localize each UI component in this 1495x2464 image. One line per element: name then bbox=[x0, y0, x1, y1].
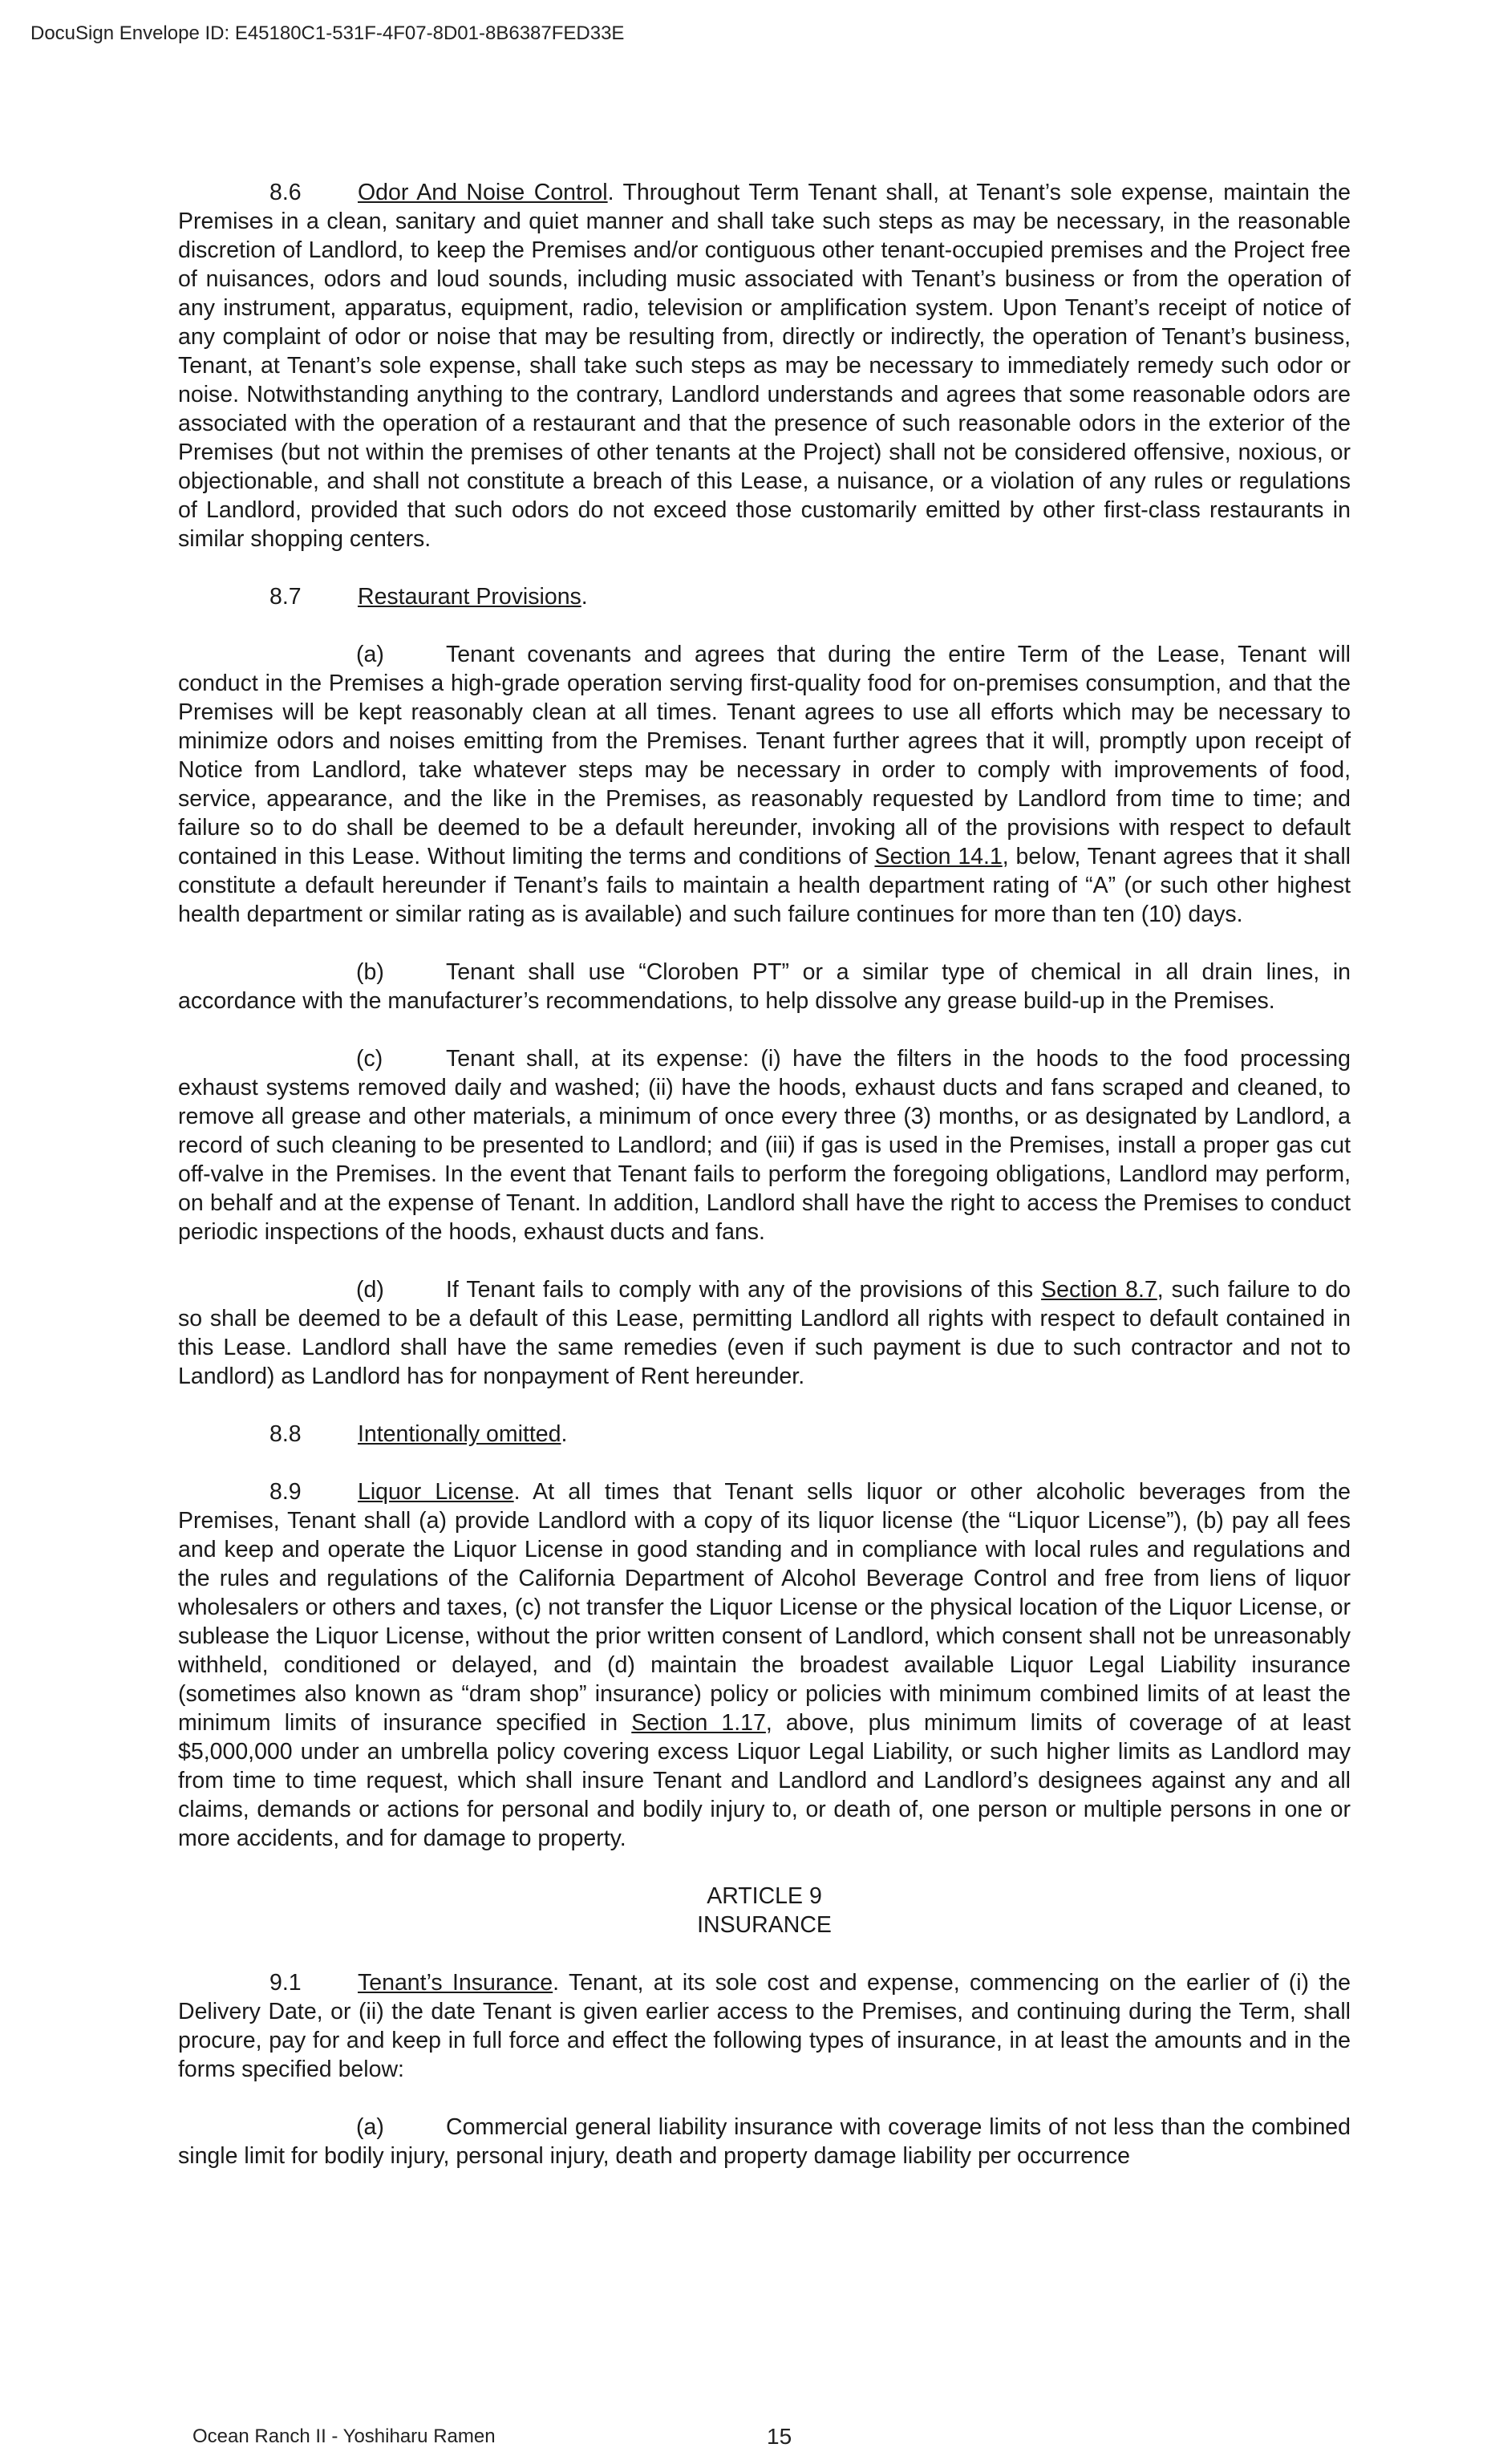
section-reference: Section 1.17 bbox=[631, 1710, 766, 1736]
section-number: 9.1 bbox=[269, 1970, 302, 1996]
document-body bbox=[178, 178, 1351, 2170]
section-reference: Section 8.7 bbox=[1041, 1277, 1157, 1303]
section-title: Tenant’s Insurance bbox=[358, 1970, 553, 1996]
section-title: Liquor License bbox=[358, 1479, 514, 1505]
section-title: Intentionally omitted bbox=[358, 1421, 561, 1447]
section-8-7-a: (a) Tenant covenants and agrees that during the entire Term of the Lease, Tenant will conduct in the Premises a high-grade operation serving first-quality food for on-premises consumption, and that the Premises will be kept reasonably clean at all times. Tenant agrees to use all efforts which may be necessary to minimize odors and noises emitting from the Premises. Tenant further agrees that it will, promptly upon receipt of Notice from Landlord, take whatever steps may be necessary in order to comply with improvements of food, service, appearance, and the like in the Premises, as reasonably requested by Landlord from time to time; and failure so to do shall be deemed to be a default hereunder, invoking all of the provisions with respect to default contained in this Lease. Without limiting the terms and conditions of Section 14.1, below, Tenant agrees that it shall constitute a default hereunder if Tenant’s fails to maintain a health department rating of “A” (or such other highest health department or similar rating as is available) and such failure continues for more than ten (10) days. bbox=[178, 642, 1351, 927]
docusign-envelope-id: DocuSign Envelope ID: E45180C1-531F-4F07-8D01-8B6387FED33E bbox=[30, 22, 625, 44]
subsection-label: (b) bbox=[356, 959, 384, 985]
footer-document-name: Ocean Ranch II - Yoshiharu Ramen bbox=[192, 2426, 496, 2447]
section-8-9: 8.9 Liquor License. At all times that Tenant sells liquor or other alcoholic beverages from the Premises, Tenant shall (a) provide Landlord with a copy of its liquor license (the “Liquor License”), (b) pay all fees and keep and operate the Liquor License in good standing and in compliance with local rules and regulations and the rules and regulations of the California Department of Alcohol Beverage Control and free from liens of liquor wholesalers or others and taxes, (c) not transfer the Liquor License or the physical location of the Liquor License, or sublease the Liquor License, without the prior written consent of Landlord, which consent shall not be unreasonably withheld, conditioned or delayed, and (d) maintain the broadest available Liquor Legal Liability insurance (sometimes also known as “dram shop” insurance) policy or policies with minimum combined limits of at least the minimum limits of insurance specified in Section 1.17, above, plus minimum limits of coverage of at least $5,000,000 under an umbrella policy covering excess Liquor Legal Liability, or such higher limits as Landlord may from time to time request, which shall insure Tenant and Landlord and Landlord’s designees against any and all claims, demands or actions for personal and bodily injury to, or death of, one person or multiple persons in one or more accidents, and for damage to property. bbox=[178, 1479, 1351, 1851]
section-9-1: 9.1 Tenant’s Insurance. Tenant, at its sole cost and expense, commencing on the earlier of (i) the Delivery Date, or (ii) the date Tenant is given earlier access to the Premises, and continuing during the Term, shall procure, pay for and keep in full force and effect the following types of insurance, in at least the amounts and in the forms specified below: bbox=[178, 1970, 1351, 2082]
section-9-1-a: (a) Commercial general liability insurance with coverage limits of not less than the combined single limit for bodily injury, personal injury, death and property damage liability per occurrence bbox=[178, 2114, 1351, 2169]
subsection-label: (a) bbox=[356, 642, 384, 667]
section-number: 8.8 bbox=[269, 1421, 302, 1447]
section-8-6 bbox=[178, 178, 1351, 553]
section-8-7-c: (c) Tenant shall, at its expense: (i) have the filters in the hoods to the food processing exhaust systems removed daily and washed; (ii) have the hoods, exhaust ducts and fans scraped and cleaned, to remove all grease and other materials, a minimum of once every three (3) months, or as designated by Landlord, a record of such cleaning to be presented to Landlord; and (iii) if gas is used in the Premises, install a proper gas cut off-valve in the Premises. In the event that Tenant fails to perform the foregoing obligations, Landlord may perform, on behalf and at the expense of Tenant. In addition, Landlord shall have the right to access the Premises to conduct periodic inspections of the hoods, exhaust ducts and fans. bbox=[178, 1046, 1351, 1245]
subsection-label: (d) bbox=[356, 1277, 384, 1303]
section-number: 8.6 bbox=[269, 180, 302, 205]
section-title: Restaurant Provisions bbox=[358, 584, 581, 610]
article-title: INSURANCE bbox=[697, 1912, 832, 1938]
section-8-7-heading: 8.7 Restaurant Provisions. bbox=[269, 584, 588, 610]
section-reference: Section 14.1 bbox=[874, 844, 1003, 869]
section-8-8: 8.8 Intentionally omitted. bbox=[269, 1421, 568, 1447]
section-title: Odor And Noise Control bbox=[358, 180, 608, 205]
page-number: 15 bbox=[767, 2424, 792, 2449]
subsection-label: (c) bbox=[356, 1046, 383, 1072]
section-number: 8.7 bbox=[269, 584, 302, 610]
section-number: 8.9 bbox=[269, 1479, 302, 1505]
section-8-7-d: (d) If Tenant fails to comply with any of the provisions of this Section 8.7, such failure to do so shall be deemed to be a default of this Lease, permitting Landlord all rights with respect to default contained in this Lease. Landlord shall have the same remedies (even if such payment is due to such contractor and not to Landlord) as Landlord has for nonpayment of Rent hereunder. bbox=[178, 1277, 1351, 1389]
article-heading: ARTICLE 9 bbox=[707, 1883, 822, 1909]
section-8-7-b: (b) Tenant shall use “Cloroben PT” or a similar type of chemical in all drain lines, in accordance with the manufacturer’s recommendations, to help dissolve any grease build-up in the Premises. bbox=[178, 959, 1351, 1014]
section-text: . Throughout Term Tenant shall, at Tenant’s sole expense, maintain the Premises in a clean, sanitary and quiet manner and shall take such steps as may be necessary, in the reasonable discretion of Landlord, to keep the Premises and/or contiguous other tenant-occupied premises and the Project free of nuisances, odors and loud sounds, including music associated with Tenant’s business or from the operation of any instrument, apparatus, equipment, radio, television or amplification system. Upon Tenant’s receipt of notice of any complaint of odor or noise that may be resulting from, directly or indirectly, the operation of Tenant’s business, Tenant, at Tenant’s sole expense, shall take such steps as may be necessary to immediately remedy such odor or noise. Notwithstanding anything to the contrary, Landlord understands and agrees that some reasonable odors are associated with the operation of a restaurant and that the presence of such reasonable odors in the exterior of the Premises (but not within the premises of other tenants at the Project) shall not be considered offensive, noxious, or objectionable, and shall not constitute a breach of this Lease, a nuisance, or a violation of any rules or regulations of Landlord, provided that such odors do not exceed those customarily emitted by other first-class restaurants in similar shopping centers. bbox=[178, 180, 1351, 552]
subsection-label: (a) bbox=[356, 2114, 384, 2140]
